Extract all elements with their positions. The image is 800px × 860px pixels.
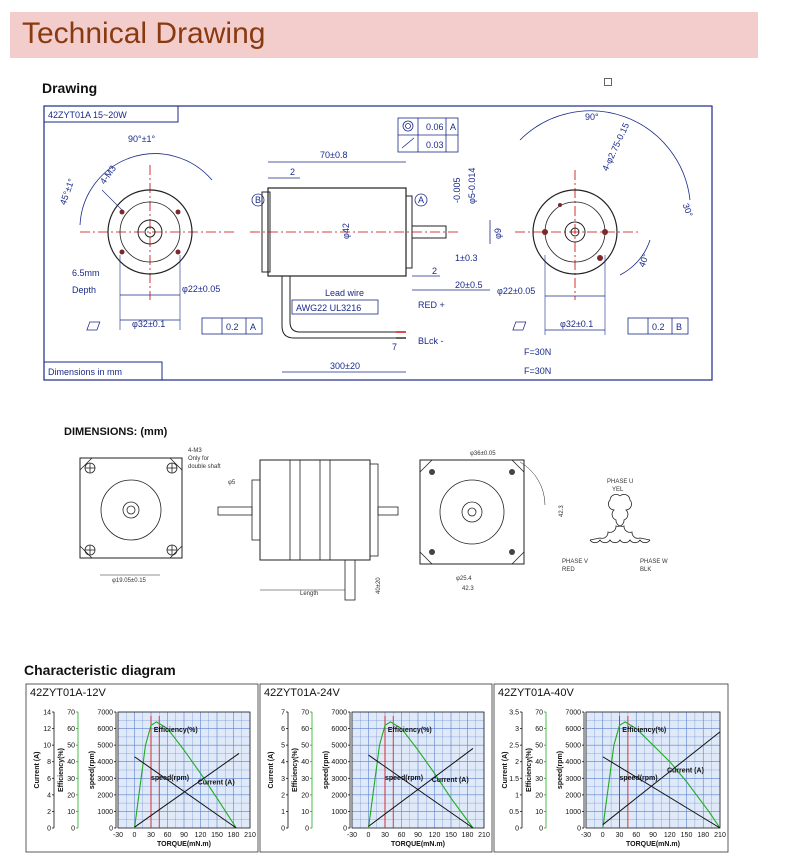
chart-panel-3 [494,684,728,852]
axis-title: Current (A) [268,751,275,789]
phase-w-color: BLK [640,567,652,573]
red-wire-label: RED + [418,300,445,310]
axis-tick-label: 50 [67,742,75,750]
axis-tick-label: 5000 [97,742,113,750]
axis-tick-label: 0 [343,825,347,833]
axis-tick-label: 6000 [97,726,113,734]
axis-tick-label: 10 [67,808,75,816]
x-tick-label: 180 [697,832,710,839]
axis-tick-label: 7 [281,709,285,717]
efficiency-label: Efficiency(%) [153,726,198,734]
dim-2-top: 2 [290,167,296,177]
angle-45-label: 45°±1° [57,177,77,207]
axis-tick-label: 0 [47,825,51,833]
axis-tick-label: 20 [67,792,75,800]
axis-title: Efficiency(%) [292,748,299,792]
axis-tick-label: 60 [535,726,543,734]
x-tick-label: 0 [132,832,137,839]
dia32-right: φ32±0.1 [560,319,594,329]
axis-tick-label: 30 [301,775,309,783]
lead-wire-label: Lead wire [325,288,365,298]
axis-tick-label: 0.5 [509,808,519,816]
dia32-left: φ32±0.1 [132,319,166,329]
shaft-tol-1: -0.005 [452,177,462,203]
x-tick-label: 90 [414,832,422,839]
axis-tick-label: 30 [67,775,75,783]
axis-tick-label: 14 [43,709,51,717]
phase-w-label: PHASE W [640,559,668,565]
axis-tick-label: 20 [301,792,309,800]
current-label: Current (A) [431,776,469,784]
x-tick-label: -30 [112,832,124,839]
chart-title: 42ZYT01A-24V [264,687,340,699]
x-tick-label: -30 [580,832,592,839]
section-dimensions: DIMENSIONS: (mm) [64,426,168,438]
axis-title: Efficiency(%) [58,748,65,792]
axis-tick-label: 10 [535,808,543,816]
angle-40: 40° [636,252,651,269]
force-1: F=30N [524,347,552,357]
axis-tick-label: 6 [281,726,285,734]
phase-u-color: YEL [612,487,624,493]
shaft-tol-2: φ5-0.014 [467,167,477,204]
thread-label: 4-M3 [98,163,118,187]
x-tick-label: 150 [680,832,693,839]
axis-tick-label: 0 [281,825,285,833]
axis-tick-label: 50 [535,742,543,750]
dim-note-1: 4-M3 [188,448,202,454]
axis-title: Efficiency(%) [526,748,533,792]
axis-tick-label: 60 [67,726,75,734]
awg-label: AWG22 UL3216 [296,303,362,313]
dim-length: Length [300,591,319,597]
x-tick-label: 150 [211,832,223,839]
axis-tick-label: 2000 [97,792,113,800]
speed-label: speed(rpm) [151,774,190,782]
axis-tick-label: 4000 [331,759,347,767]
section-drawing: Drawing [42,80,98,96]
axis-tick-label: 30 [535,775,543,783]
axis-tick-label: 8 [47,759,51,767]
axis-tick-label: 4 [47,792,51,800]
efficiency-label: Efficiency(%) [622,726,667,734]
x-tick-label: 90 [180,832,188,839]
axis-tick-label: 3 [281,775,285,783]
force-2: F=30N [524,366,552,376]
axis-tick-label: 5 [281,742,285,750]
axis-tick-label: 6000 [565,726,581,734]
chart-title: 42ZYT01A-40V [498,687,574,699]
x-axis-title: TORQUE(mN.m) [626,841,680,848]
axis-tick-label: 50 [301,742,309,750]
axis-tick-label: 4000 [565,759,581,767]
axis-tick-label: 5000 [331,742,347,750]
axis-tick-label: 0 [515,825,519,833]
datum-a-mark: A [418,195,425,205]
x-tick-label: 210 [478,832,490,839]
current-label: Current (A) [666,767,704,775]
axis-title: Current (A) [502,751,509,789]
page-title: Technical Drawing [22,17,266,50]
units-note: Dimensions in mm [48,367,123,377]
dia-9: φ9 [493,228,503,239]
section-characteristic: Characteristic diagram [24,662,176,678]
length-70: 70±0.8 [320,150,348,160]
axis-tick-label: 6 [47,775,51,783]
axis-tick-label: 4 [281,759,285,767]
dim-side-w: 42.3 [559,505,565,517]
dim-bottom-w: 42.3 [462,586,474,592]
x-axis-title: TORQUE(mN.m) [391,841,445,848]
x-tick-label: 60 [163,832,172,839]
axis-tick-label: 7000 [97,709,113,717]
dia22-right: φ22±0.05 [497,286,536,296]
axis-tick-label: 3000 [565,775,581,783]
axis-tick-label: 1 [515,792,519,800]
axis-tick-label: 7000 [331,709,347,717]
depth-label: Depth [72,285,97,295]
speed-label: speed(rpm) [619,774,658,782]
x-tick-label: 30 [147,832,155,839]
axis-title: speed(rpm) [557,750,564,790]
x-tick-label: 180 [227,832,240,839]
angle-left-label: 90°±1° [128,134,156,144]
depth-value: 6.5mm [72,268,100,278]
dim-2-bottom: 2 [432,266,438,276]
axis-tick-label: 70 [301,709,309,717]
x-tick-label: 60 [397,832,406,839]
axis-tick-label: 2.5 [509,742,519,750]
axis-tick-label: 0 [109,825,113,833]
axis-title: speed(rpm) [323,750,330,790]
dia22-left: φ22±0.05 [182,284,221,294]
chart-title: 42ZYT01A-12V [30,687,106,699]
chart-panel-2 [260,684,492,852]
axis-tick-label: 2000 [565,792,581,800]
x-tick-label: 120 [428,832,441,839]
axis-tick-label: 1 [281,808,285,816]
x-tick-label: 0 [600,832,605,839]
x-tick-label: 180 [461,832,474,839]
axis-tick-label: 3.5 [509,709,519,717]
x-tick-label: 120 [194,832,207,839]
axis-tick-label: 1.5 [509,775,519,783]
axis-tick-label: 6000 [331,726,347,734]
speed-label: speed(rpm) [385,774,424,782]
x-tick-label: 60 [632,832,641,839]
dim-side: 40±20 [376,577,382,594]
axis-tick-label: 1000 [331,808,347,816]
flat-right-datum: B [676,322,683,332]
axis-tick-label: 1000 [565,808,581,816]
flat-right-value: 0.2 [652,322,665,332]
x-tick-label: 150 [445,832,457,839]
axis-tick-label: 70 [535,709,543,717]
x-tick-label: 0 [366,832,371,839]
axis-title: speed(rpm) [89,750,96,790]
axis-tick-label: 0 [305,825,309,833]
axis-tick-label: 2000 [331,792,347,800]
length-300: 300±20 [330,361,360,371]
axis-tick-label: 3000 [331,775,347,783]
model-label: 42ZYT01A 15~20W [48,110,127,120]
angle-right-90: 90° [585,112,599,122]
phase-v-label: PHASE V [562,559,589,565]
axis-tick-label: 3 [515,726,519,734]
x-tick-label: 30 [615,832,624,839]
flat-left-datum: A [250,322,257,332]
dia-42: φ42 [341,223,351,239]
length-1: 1±0.3 [455,253,478,263]
angle-30: 30° [680,201,695,219]
axis-tick-label: 10 [301,808,309,816]
x-tick-label: 120 [663,832,676,839]
axis-tick-label: 60 [301,726,309,734]
axis-tick-label: 40 [67,759,75,767]
x-axis-title: TORQUE(mN.m) [157,841,211,848]
tol-runout: 0.03 [426,140,444,150]
axis-tick-label: 40 [535,759,543,767]
axis-tick-label: 3000 [97,775,113,783]
axis-tick-label: 2 [47,808,51,816]
blk-wire-label: BLck - [418,336,444,346]
axis-tick-label: 0 [71,825,75,833]
dim-7: 7 [392,342,398,352]
phase-u-label: PHASE U [607,479,634,485]
tol-circularity: 0.06 [426,122,444,132]
axis-tick-label: 2 [281,792,285,800]
dim-bottom-dia: φ25.4 [456,576,472,582]
axis-tick-label: 12 [43,726,51,734]
axis-tick-label: 10 [43,742,51,750]
dim-note-2: Only for [188,456,210,462]
dim-top-dia: φ36±0.05 [470,451,496,457]
axis-tick-label: 5000 [565,742,581,750]
axis-tick-label: 20 [535,792,543,800]
axis-tick-label: 40 [301,759,309,767]
length-20: 20±0.5 [455,280,483,290]
axis-tick-label: 0 [539,825,543,833]
x-tick-label: -30 [346,832,358,839]
x-tick-label: 210 [244,832,256,839]
axis-tick-label: 0 [577,825,581,833]
datum-b-mark: B [255,195,262,205]
flat-left-value: 0.2 [226,322,239,332]
tol-circ-datum: A [450,122,457,132]
current-label: Current (A) [197,779,235,787]
axis-tick-label: 4000 [97,759,113,767]
phase-v-color: RED [562,567,575,573]
x-tick-label: 30 [381,832,389,839]
axis-tick-label: 1000 [97,808,113,816]
x-tick-label: 90 [649,832,657,839]
efficiency-label: Efficiency(%) [387,726,432,734]
dim-note-3: double shaft [188,464,221,470]
dim-bolt-dia: φ19.05±0.15 [112,578,146,584]
dim-shaft: φ5 [228,480,236,486]
axis-tick-label: 70 [67,709,75,717]
chart-panel-1 [26,684,258,852]
axis-tick-label: 7000 [565,709,581,717]
axis-tick-label: 2 [515,759,519,767]
x-tick-label: 210 [714,832,726,839]
axis-title: Current (A) [34,751,41,789]
holes-right-label: 4-φ2.75-0.15 [600,121,632,173]
